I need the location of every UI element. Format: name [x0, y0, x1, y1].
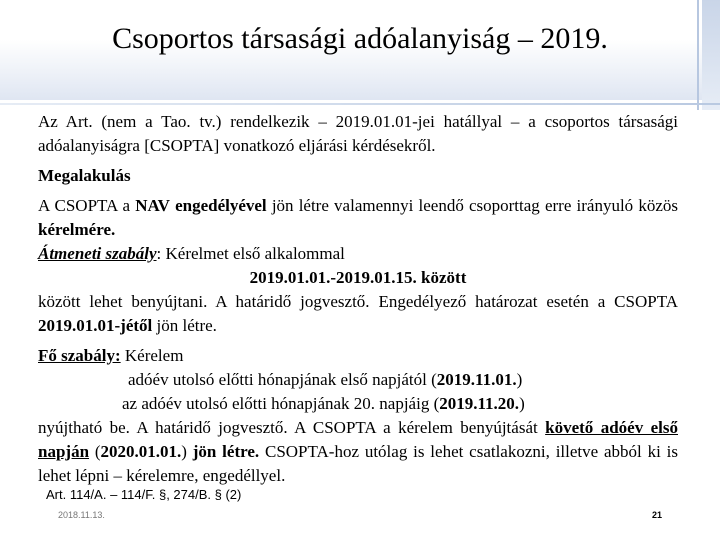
text-run: )	[519, 394, 525, 413]
text-run: (	[89, 442, 101, 461]
text-run: jön létre valamennyi leendő csoporttag erre irányuló közös	[266, 196, 678, 215]
megalakulas-paragraph	[38, 194, 678, 242]
text-run: )	[181, 442, 193, 461]
text-run: adóév utolsó előtti hónapjának első napjától (	[128, 370, 437, 389]
date-range-line	[38, 266, 678, 290]
engedelyevel-text: engedélyével	[175, 196, 267, 215]
text-run: )	[516, 370, 523, 389]
slide-title: Csoportos társasági adóalanyiság – 2019.	[112, 22, 608, 55]
fo-szabaly-label: Fő szabály:	[38, 346, 121, 365]
text-run: az adóév utolsó előtti hónapjának 20. napjáig (	[122, 394, 440, 413]
kerelmere-text: kérelmére.	[38, 220, 116, 239]
koveto-text: követő adóév első napján	[38, 418, 678, 461]
section-heading	[38, 164, 678, 188]
footer-date: 2018.11.13.	[58, 510, 105, 520]
deadline-paragraph	[38, 290, 678, 338]
text-run: A CSOPTA a	[38, 196, 136, 215]
atmeneti-rest: : Kérelmet első alkalommal	[156, 244, 345, 263]
title-divider	[0, 103, 720, 105]
date-range: 2019.01.01.-2019.01.15. között	[249, 268, 467, 287]
atmeneti-line	[38, 242, 678, 266]
nav-text: NAV	[135, 196, 170, 215]
fo-szabaly-paragraph	[38, 416, 678, 488]
page-number: 21	[652, 510, 663, 520]
text-run: között lehet benyújtani. A határidő jogvesztő. Engedélyező határozat esetén a CSOPTA	[38, 292, 678, 311]
legal-citation: Art. 114/A. – 114/F. §, 274/B. § (2)	[46, 487, 242, 502]
text-run: nyújtható be. A határidő jogvesztő. A CSOPTA a kérelem benyújtását	[38, 418, 546, 437]
fo-szabaly-rest: Kérelem	[120, 346, 184, 365]
slide-body	[38, 110, 678, 488]
period-end-line	[38, 392, 678, 416]
atmeneti-label: Átmeneti szabály	[38, 244, 157, 263]
period-start-date: 2019.11.01.	[436, 370, 517, 389]
fo-szabaly-line	[38, 344, 678, 368]
text-run: jön létre.	[152, 316, 217, 335]
period-start-line	[38, 368, 678, 392]
start-date-text: 2019.01.01-jétől	[38, 316, 153, 335]
intro-paragraph: Az Art. (nem a Tao. tv.) rendelkezik – 2019.01.01-jei hatállyal – a csoportos társasági adóalanyiságra [CSOPTA] vonatkozó eljárási kérdésekről.	[38, 112, 678, 155]
creation-date: 2020.01.01.	[100, 442, 182, 461]
jon-letre-text: jön létre.	[192, 442, 260, 461]
section-heading-text: Megalakulás	[38, 166, 131, 185]
text-run: CSOPTA-hoz utólag is lehet csatlakozni, illetve abból ki is lehet lépni – kérelemre, engedéllyel.	[38, 442, 678, 485]
period-end-date: 2019.11.20.	[439, 394, 520, 413]
